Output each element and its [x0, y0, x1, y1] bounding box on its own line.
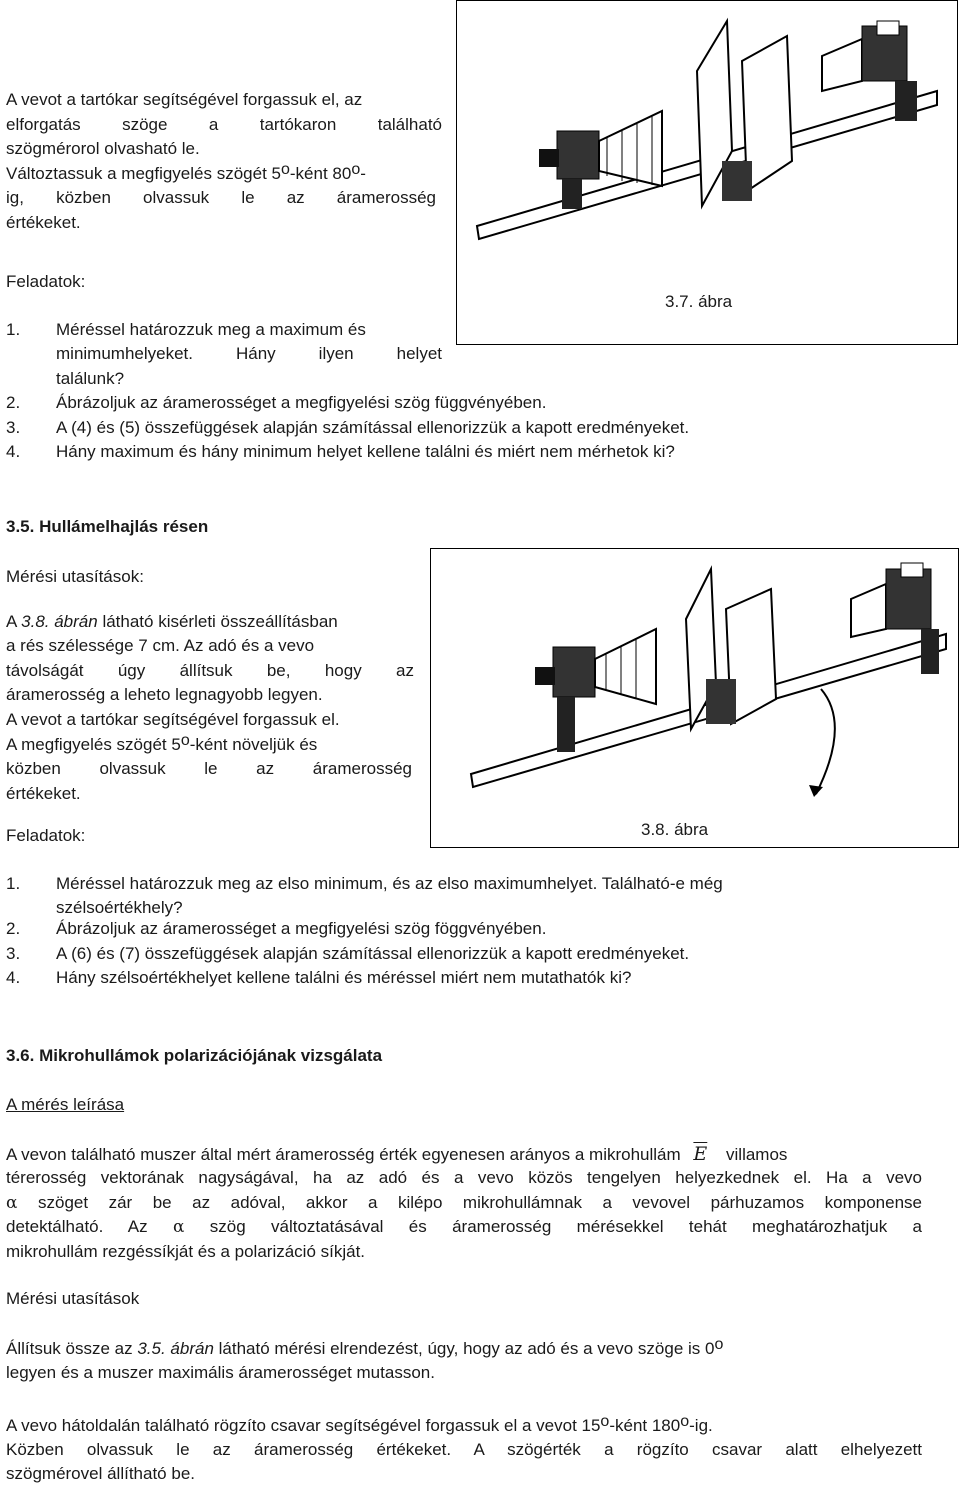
s36-p1-line-2: térerosség vektorának nagyságával, ha az adó és a vevo közös tengelyen helyezkednek el. Ha a vevo	[6, 1168, 922, 1187]
s36-p1-line-3: α szöget zár be az adóval, akkor a kilépo mikrohullámnak a vevovel párhuzamos komponense	[6, 1193, 922, 1213]
s36-p1-line-5: mikrohullám rezgéssíkját és a polarizáció síkját.	[6, 1242, 366, 1261]
intro-line-1: A vevot a tartókar segítségével forgassuk el, az	[6, 90, 363, 109]
task-2-2: 2. Ábrázoljuk az áramerosséget a megfigyelési szög föggvényében.	[6, 919, 547, 938]
task-1-1: 1. Méréssel határozzuk meg a maximum és	[6, 320, 366, 339]
s36-p2-line-1: Állítsuk össze az 3.5. ábrán látható mérési elrendezést, úgy, hogy az adó és a vevo szöge is 0$^o$	[6, 1336, 724, 1358]
task-1-1-cont: minimumhelyeket. Hány ilyen helyet	[56, 344, 442, 363]
figure-3-8	[430, 548, 959, 848]
tasks-heading-2: Feladatok:	[6, 826, 86, 845]
task-1-2: 2. Ábrázoljuk az áramerosséget a megfigyelési szög függvényében.	[6, 393, 547, 412]
s36-p3-line-1: A vevo hátoldalán található rögzíto csavar segítségével forgassuk el a vevot 15$^o$-ként 180$^o$-ig.	[6, 1413, 713, 1435]
task-2-1-cont: szélsoértékhely?	[56, 898, 183, 917]
section-3-6-title: 3.6. Mikrohullámok polarizációjának vizsgálata	[6, 1046, 383, 1065]
task-1-4: 4. Hány maximum és hány minimum helyet kellene találni és miért nem mérhetok ki?	[6, 442, 675, 461]
alpha-symbol-2: α	[172, 1217, 185, 1237]
task-2-1: 1. Méréssel határozzuk meg az elso minimum, és az elso maximumhelyet. Található-e még	[6, 874, 723, 893]
intro-line-6: értékeket.	[6, 213, 81, 232]
s35-line-4: áramerosség a leheto legnagyobb legyen.	[6, 685, 323, 704]
section-3-6-subheading-1: A mérés leírása	[6, 1095, 125, 1114]
intro-line-5: ig, közben olvassuk le az áramerosség	[6, 188, 436, 207]
alpha-symbol: α	[6, 1193, 18, 1213]
intro-line-2: elforgatás szöge a tartókaron található	[6, 115, 442, 134]
task-1-1-cont2: találunk?	[56, 369, 125, 388]
section-3-5-title: 3.5. Hullámelhajlás résen	[6, 517, 209, 536]
s35-line-2: a rés szélessége 7 cm. Az adó és a vevo	[6, 636, 315, 655]
e-vector-symbol: $\overline{E}$	[693, 1143, 708, 1165]
figure-3-8-caption: 3.8. ábra	[641, 820, 709, 839]
s36-p3-line-3: szögmérovel állítható be.	[6, 1464, 195, 1483]
s36-p3-line-2: Közben olvassuk le az áramerosség értékeket. A szögérték a rögzíto csavar alatt elhelyezett	[6, 1440, 922, 1459]
s35-line-1: A 3.8. ábrán látható kisérleti összeállításban	[6, 612, 338, 631]
intro-line-4: Változtassuk a megfigyelés szögét 5$^o$-ként 80$^o$-	[6, 161, 366, 183]
tasks-heading-1: Feladatok:	[6, 272, 86, 291]
s36-p2-line-2: legyen és a muszer maximális áramerosséget mutasson.	[6, 1363, 435, 1382]
section-3-6-subheading-2: Mérési utasítások	[6, 1289, 140, 1308]
section-3-5-subheading: Mérési utasítások:	[6, 567, 144, 586]
task-1-3: 3. A (4) és (5) összefüggések alapján számítással ellenorizzük a kapott eredményeket.	[6, 418, 690, 437]
s35-line-3: távolságát úgy állítsuk be, hogy az	[6, 661, 414, 680]
s35-line-5: A vevot a tartókar segítségével forgassuk el.	[6, 710, 340, 729]
s36-p1-line-4: detektálható. Az α szög változtatásával és áramerosség mérésekkel tehát meghatározhatjuk a	[6, 1217, 922, 1237]
s36-p1-line-1: A vevon található muszer által mért áramerosség érték egyenesen arányos a mikrohullám $\overline{E}$ villamos	[6, 1143, 788, 1165]
s35-line-7: közben olvassuk le az áramerosség	[6, 759, 412, 778]
slit-apparatus-illustration	[431, 549, 958, 847]
figure-3-7	[456, 0, 958, 345]
figure-3-7-caption: 3.7. ábra	[665, 292, 733, 311]
s35-line-8: értékeket.	[6, 784, 81, 803]
intro-line-3: szögmérorol olvasható le.	[6, 139, 200, 158]
task-2-3: 3. A (6) és (7) összefüggések alapján számítással ellenorizzük a kapott eredményeket.	[6, 944, 690, 963]
s35-line-6: A megfigyelés szögét 5$^o$-ként növeljük és	[6, 732, 318, 754]
task-2-4: 4. Hány szélsoértékhelyet kellene találni és méréssel miért nem mutathatók ki?	[6, 968, 632, 987]
